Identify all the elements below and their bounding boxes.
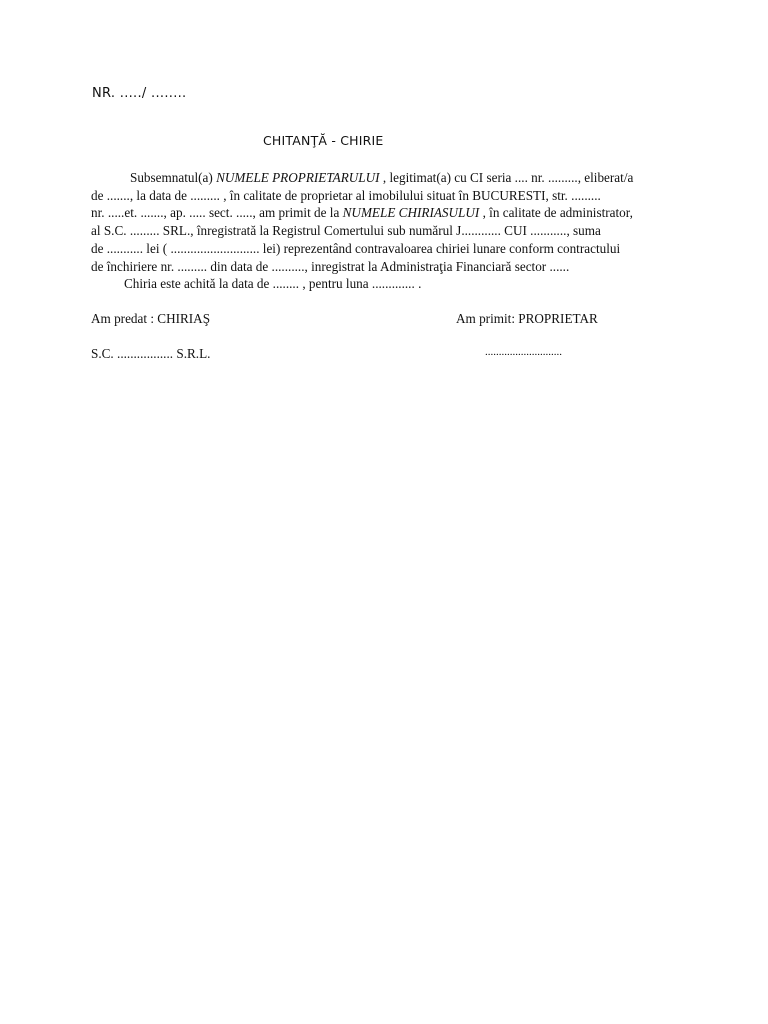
owner-name-placeholder: NUMELE PROPRIETARULUI: [216, 170, 380, 185]
handed-over-label: Am predat : CHIRIAŞ: [91, 311, 211, 326]
tenant-name-placeholder: NUMELE CHIRIASULUI: [342, 205, 480, 220]
paragraph-line-7: Chiria este achită la data de ........ , pentru luna ............. .: [124, 276, 422, 291]
company-line: S.C. ................. S.R.L.: [91, 346, 211, 361]
paragraph-line-3: [91, 204, 633, 222]
paragraph-line-1: [130, 169, 633, 187]
paragraph-line-2: de ......., la data de ......... , în calitate de proprietar al imobilului situat în BUCURESTI, str. .........: [91, 188, 601, 203]
paragraph-text: , în calitate de administrator,: [479, 205, 633, 220]
paragraph-line-6: de închiriere nr. ......... din data de .........., inregistrat la Administraţia Financiară sector ......: [91, 259, 570, 274]
document-title: CHITANŢĂ - CHIRIE: [263, 133, 384, 148]
paragraph-line-4: al S.C. ......... SRL., înregistrată la Registrul Comertului sub numărul J............ CUI ..........., suma: [91, 223, 601, 238]
paragraph-text: nr. .....et. ......., ap. ..... sect. ....., am primit de la: [91, 205, 343, 220]
signature-line: ............................: [485, 346, 562, 358]
paragraph-line-5: de ........... lei ( ........................... lei) reprezentând contravaloarea chiriei lunare conform contractului: [91, 241, 621, 256]
paragraph-text: Subsemnatul(a): [130, 170, 217, 185]
receipt-number: NR. ...../ ........: [92, 86, 187, 101]
received-label: Am primit: PROPRIETAR: [456, 311, 598, 326]
paragraph-text: , legitimat(a) cu CI seria .... nr. ........., eliberat/a: [379, 170, 634, 185]
